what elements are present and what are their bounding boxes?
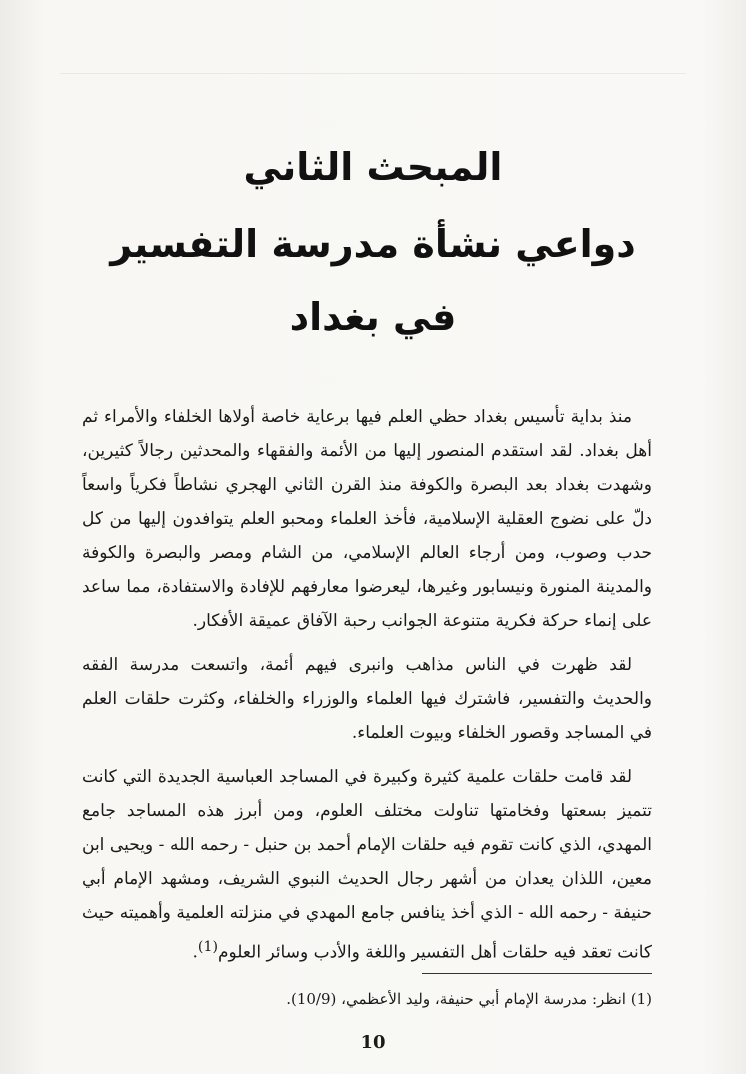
paragraph-3-text: لقد قامت حلقات علمية كثيرة وكبيرة في المساجد العباسية الجديدة التي كانت تتميز بسعتها وفخامتها تناولت مختلف العلوم، ومن أبرز هذه المساجد جامع المهدي، الذي كانت تقوم فيه حلقات الإمام أحمد بن حنبل - رحمه الله - ويحيى ابن معين، اللذان يعدان من أشهر رجال الحديث النبوي الشريف، ومشهد الإمام أبي حنيفة - رحمه الله - الذي أخذ ينافس جامع المهدي في منزلته العلمية وأهميته حيث كانت تعقد فيه حلقات أهل التفسير واللغة والأدب وسائر العلوم <box>82 767 652 963</box>
paragraph-2: لقد ظهرت في الناس مذاهب وانبرى فيهم أئمة، واتسعت مدرسة الفقه والحديث والتفسير، فاشترك فيها العلماء والوزراء والخلفاء، وكثرت حلقات العلم في المساجد وقصور الخلفاء وبيوت العلماء. <box>82 655 652 743</box>
section-title-continued: في بغداد <box>289 295 457 339</box>
section-title: دواعي نشأة مدرسة التفسير <box>110 222 636 266</box>
paragraph-1: منذ بداية تأسيس بغداد حظي العلم فيها برعاية خاصة أولاها الخلفاء والأمراء ثم أهل بغداد. لقد استقدم المنصور إليها من الأئمة والفقهاء والمحدثين رجالاً كثيرين، وشهدت بغداد بعد البصرة والكوفة منذ القرن الثاني الهجري نشاطاً فكرياً واسعاً دلّ على نضوج العقلية الإسلامية، فأخذ العلماء ومحبو العلم يتوافدون إليها من كل حدب وصوب، ومن أرجاء العالم الإسلامي، من الشام ومصر والبصرة والكوفة والمدينة المنورة ونيسابور وغيرها، ليعرضوا معارفهم للإفادة والاستفادة، مما ساعد على إنماء حركة فكرية متنوعة الجوانب رحبة الآفاق عميقة الأفكار. <box>82 407 652 631</box>
body-text <box>82 400 652 970</box>
footnote-marker: (1) <box>197 939 218 955</box>
section-label: المبحث الثاني <box>243 145 503 189</box>
paragraph-3: لقد قامت حلقات علمية كثيرة وكبيرة في المساجد العباسية الجديدة التي كانت تتميز بسعتها وفخامتها تناولت مختلف العلوم، ومن أبرز هذه المساجد جامع المهدي، الذي كانت تقوم فيه حلقات الإمام أحمد بن حنبل - رحمه الله - ويحيى ابن معين، اللذان يعدان من أشهر رجال الحديث النبوي الشريف، ومشهد الإمام أبي حنيفة - رحمه الله - الذي أخذ ينافس جامع المهدي في منزلته العلمية وأهميته حيث كانت تعقد فيه حلقات أهل التفسير واللغة والأدب وسائر العلوم$^{(1)}$. <box>82 767 652 963</box>
footnote: (1) انظر: مدرسة الإمام أبي حنيفة، وليد الأعظمي، (10/9). <box>286 990 652 1008</box>
bleed-through-header <box>60 55 686 74</box>
page-number: 10 <box>360 1032 386 1053</box>
footnote-separator <box>422 973 652 974</box>
